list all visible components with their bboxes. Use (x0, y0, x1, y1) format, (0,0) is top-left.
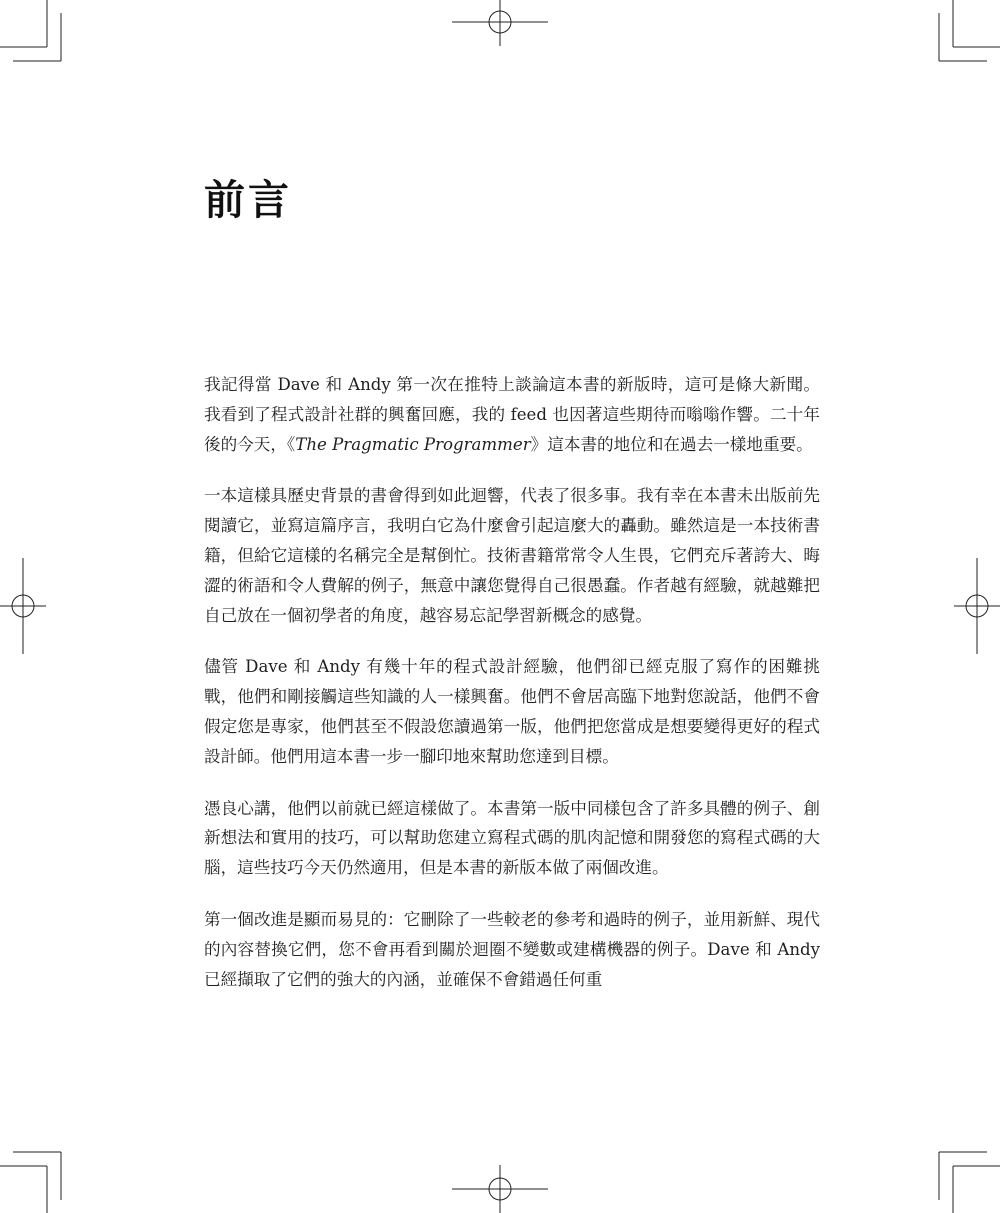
paragraph-4: 憑良心講，他們以前就已經這樣做了。本書第一版中同樣包含了許多具體的例子、創新想法和實用的技巧，可以幫助您建立寫程式碼的肌肉記憶和開發您的寫程式碼的大腦，這些技巧今天仍然適用，但是本書的新版本做了兩個改進。 (204, 798, 820, 878)
quote-open: 《 (286, 434, 296, 454)
registration-mark-left (0, 558, 46, 654)
registration-mark-bottom (452, 1165, 548, 1213)
paragraph-2: 一本這樣具歷史背景的書會得到如此迴響，代表了很多事。我有幸在本書未出版前先閱讀它，並寫這篇序言，我明白它為什麼會引起這麼大的轟動。雖然這是一本技術書籍，但給它這樣的名稱完全是幫倒忙。技術書籍常常令人生畏，它們充斥著誇大、晦澀的術語和令人費解的例子，無意中讓您覺得自己很愚蠢。作者越有經驗，就越難把自己放在一個初學者的角度，越容易忘記學習新概念的感覺。 (204, 486, 820, 625)
crop-mark-top-left (0, 0, 61, 61)
crop-mark-bottom-left (0, 1152, 61, 1213)
paragraph-1-tail: 這本書的地位和在過去一樣地重要。 (547, 434, 813, 454)
registration-mark-right (954, 558, 1000, 654)
crop-mark-top-right (939, 0, 1000, 61)
paragraph-5: 第一個改進是顯而易見的：它刪除了一些較老的參考和過時的例子，並用新鮮、現代的內容替換它們，您不會再看到關於迴圈不變數或建構機器的例子。Dave 和 Andy 已經擷取了它們的強大的內涵，並確保不會錯過任何重 (204, 909, 820, 989)
page-title: 前言 (204, 176, 292, 224)
registration-mark-top (452, 0, 548, 46)
paragraph-1 (204, 370, 820, 459)
paragraph-3: 儘管 Dave 和 Andy 有幾十年的程式設計經驗，他們卻已經克服了寫作的困難挑戰，他們和剛接觸這些知識的人一樣興奮。他們不會居高臨下地對您說話，他們不會假定您是專家，他們甚至不假設您讀過第一版，他們把您當成是想要變得更好的程式設計師。他們用這本書一步一腳印地來幫助您達到目標。 (204, 657, 820, 766)
quote-close: 》 (530, 434, 548, 454)
paragraph-1-lead: 我記得當 Dave 和 Andy 第一次在推特上談論這本書的新版時，這可是條大新聞。我看到了程式設計社群的興奮回應，我的 feed 也因著這些期待而嗡嗡作響。二十年後的今天， (204, 375, 820, 454)
crop-mark-bottom-right (939, 1152, 1000, 1213)
book-title: The Pragmatic Programmer (295, 434, 531, 454)
foreword-body (204, 370, 820, 1016)
